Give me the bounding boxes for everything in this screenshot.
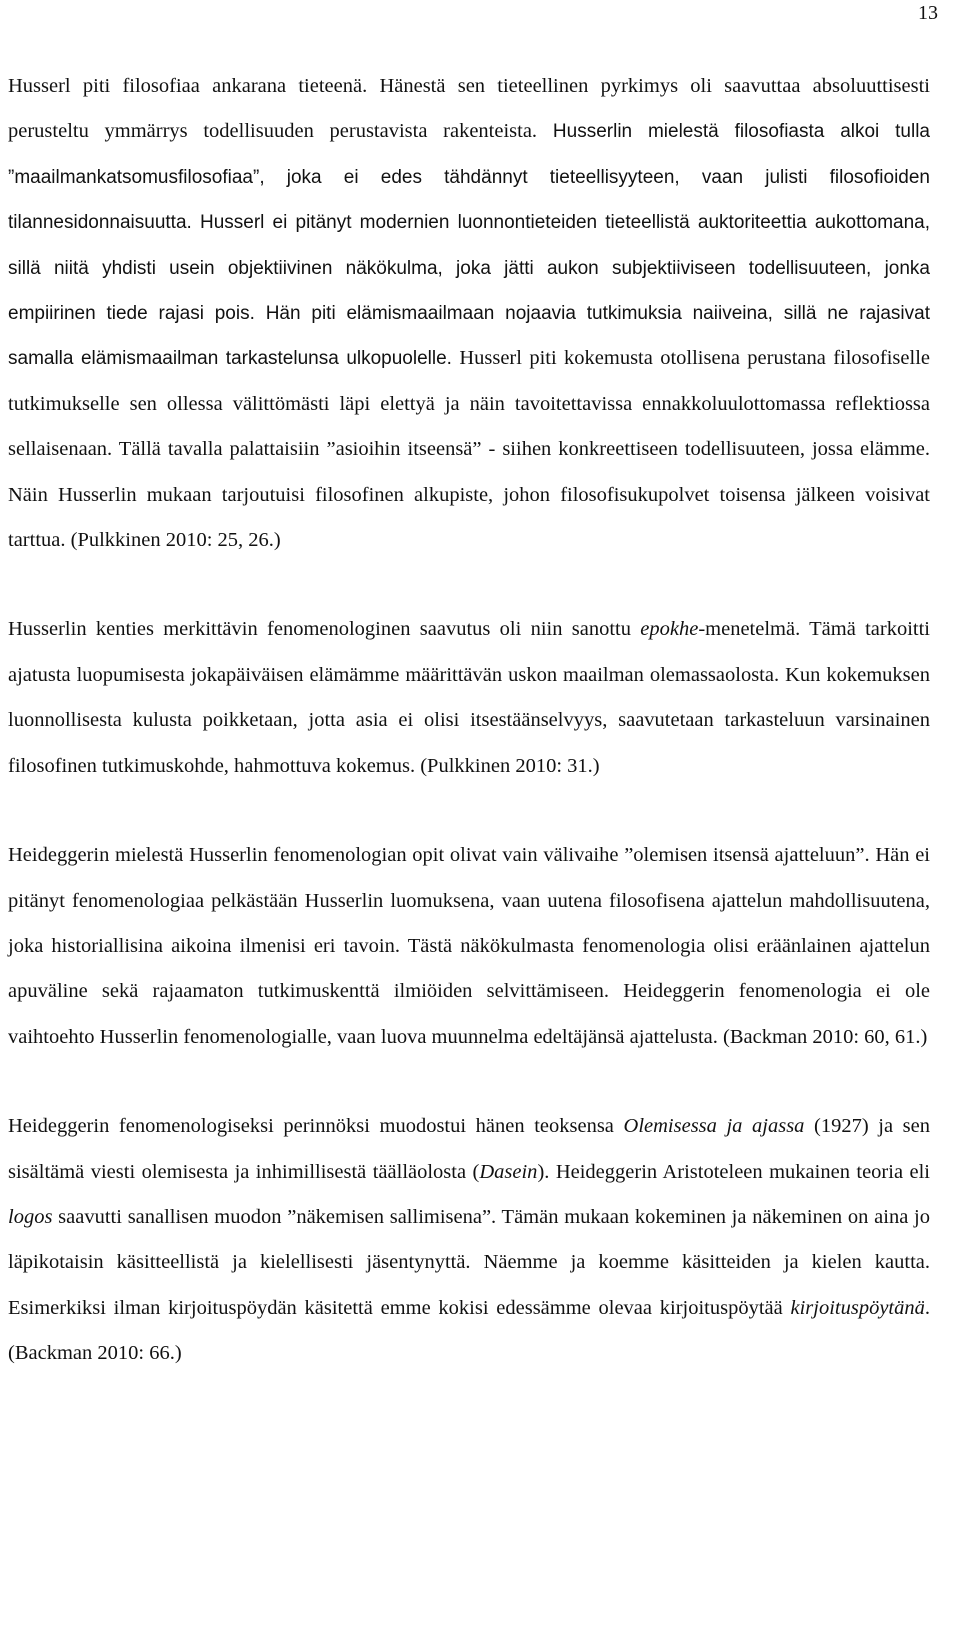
paragraph-text: (1927) ja sen sisältämä viesti olemisesta ja inhimillisestä täälläolosta (	[8, 1115, 930, 1183]
page-number: 13	[918, 2, 938, 24]
paragraph-text: . (Backman 2010: 66.)	[8, 1296, 930, 1365]
paragraph-text: saavutti sanallisen muodon ”näkemisen sallimisena”. Tämän mukaan kokeminen ja näkeminen on aina jo läpikotaisin käsitteellistä ja kielellisesti jäsentynyttä. Näemme ja koemme käsitteiden ja kielen kautta. Esimerkiksi ilman kirjoituspöydän käsitettä emme kokisi edessämme olevaa kirjoituspöytää	[8, 1205, 930, 1319]
paragraph-text: Husserlin kenties merkittävin fenomenologinen saavutus oli niin sanottu	[8, 618, 641, 641]
italic-book-title: Olemisessa ja ajassa	[623, 1115, 805, 1138]
italic-term: logos	[8, 1205, 53, 1228]
paragraph-sentence: Husserl ei pitänyt modernien luonnontieteiden tieteellistä auktoriteettia aukottomana, sillä niitä yhdisti usein objektiivinen näkökulma, joka jätti aukon subjektiiviseen todellisuuteen, jonka empiirinen tiede rajasi pois. Hän piti elämismaailmaan nojaavia tutkimuksia naiiveina, sillä ne rajasivat samalla elämismaailman tarkastelunsa ulkopuolelle.	[8, 212, 930, 370]
paragraph-sentence: Husserl piti kokemusta otollisena perustana filosofiselle tutkimukselle sen ollessa välittömästi läpi elettyä ja näin tavoitettavissa ennakkoluulottomassa reflektiossa sellaisenaan. Tällä tavalla palattaisiin ”asioihin itseensä” - siihen konkreettiseen todellisuuteen, jossa elämme.	[8, 347, 930, 461]
paragraph-text: -menetelmä. Tämä tarkoitti ajatusta luopumisesta jokapäiväisen elämämme määrittävän uskon maailman olemassaolosta. Kun kokemuksen luonnollisesta kulusta poikketaan, jotta asia ei olisi itsestäänselvyys, saavutetaan tarkasteluun varsinainen filosofinen tutkimuskohde, hahmottuva kokemus. (Pulkkinen 2010: 31.)	[8, 618, 930, 777]
paragraph-sentence: Näin Husserlin mukaan tarjoutuisi filosofinen alkupiste, johon filosofisukupolvet toisensa jälkeen voisivat tarttua. (Pulkkinen 2010: 25, 26.)	[8, 483, 930, 552]
italic-term: epokhe	[640, 618, 699, 641]
paragraph-text: Heideggerin fenomenologiseksi perinnöksi muodostui hänen teoksensa	[8, 1115, 624, 1138]
paragraph-heidegger-view: Heideggerin mielestä Husserlin fenomenologian opit olivat vain välivaihe ”olemisen itsensä ajatteluun”. Hän ei pitänyt fenomenologiaa pelkästään Husserlin luomuksena, vaan uutena filosofisena ajattelun mahdollisuutena, joka historiallisina aikoina ilmenisi eri tavoin. Tästä näkökulmasta fenomenologia olisi eräänlainen ajattelun apuväline sekä rajaamaton tutkimuskenttä ilmiöiden selvittämiseen. Heideggerin fenomenologia ei ole vaihtoehto Husserlin fenomenologialle, vaan luova muunnelma edeltäjänsä ajattelusta. (Backman 2010: 60, 61.)	[8, 844, 930, 1048]
paragraph-epokhe	[8, 607, 930, 789]
paragraph-husserl-rigorous-science	[8, 64, 930, 563]
paragraph-sentence: Husserl piti filosofiaa ankarana tieteenä. Hänestä sen tieteellinen pyrkimys oli saavuttaa absoluuttisesti perusteltu ymmärrys todellisuuden perustavista rakenteista.	[8, 75, 930, 143]
paragraph-heidegger-legacy	[8, 1104, 930, 1376]
document-body	[8, 64, 930, 1377]
paragraph-text: ). Heideggerin Aristoteleen mukainen teoria eli	[537, 1160, 930, 1183]
italic-term: kirjoituspöytänä	[790, 1296, 925, 1319]
italic-term: Dasein	[479, 1160, 538, 1183]
paragraph-sentence: Husserlin mielestä filosofiasta alkoi tulla ”maailmankatsomusfilosofiaa”, joka ei edes tähdännyt tieteellisyyteen, vaan julisti filosofioiden tilannesidonnaisuutta.	[8, 121, 930, 234]
